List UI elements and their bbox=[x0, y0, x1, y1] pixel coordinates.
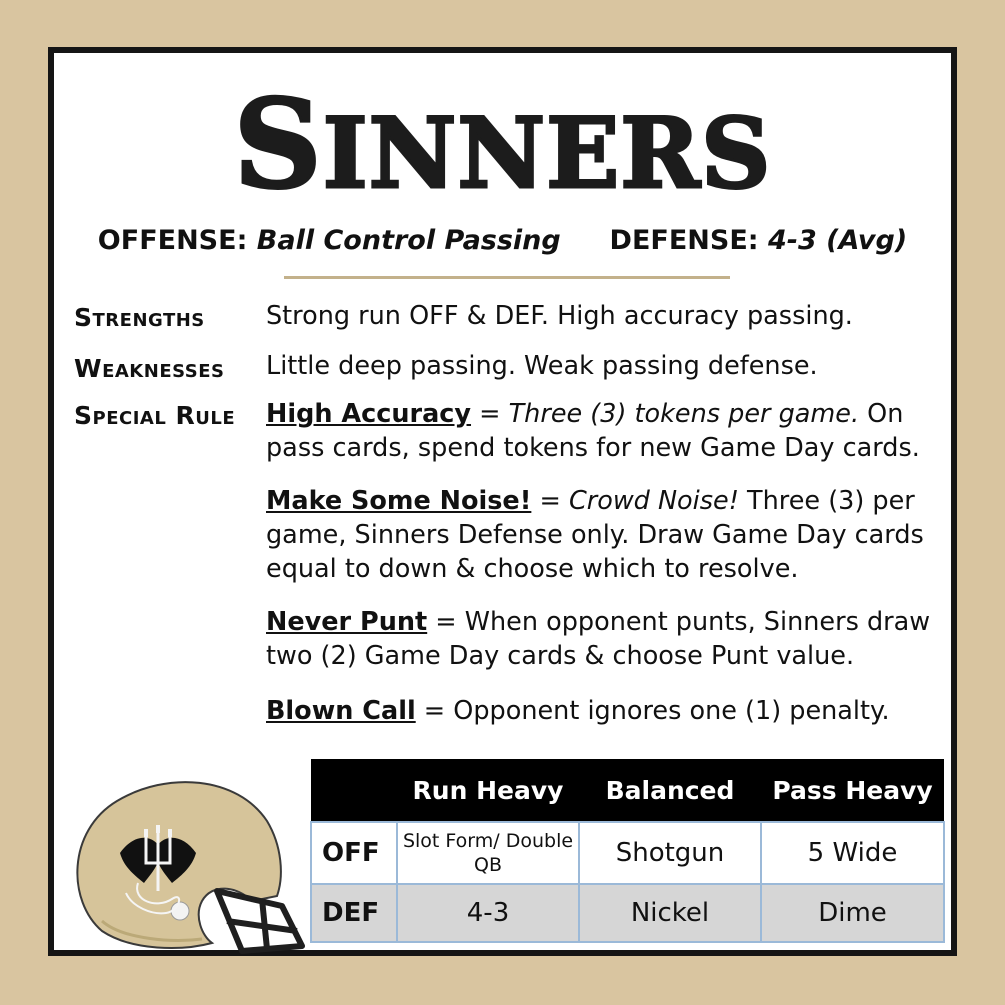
schemes-line bbox=[54, 225, 951, 256]
table-cell: Shotgun bbox=[579, 822, 761, 884]
header-cell: Balanced bbox=[579, 759, 761, 822]
rule-text: On pass cards, spend tokens for new Game Day cards. bbox=[266, 399, 920, 463]
rule-name: High Accuracy bbox=[266, 399, 472, 429]
rule-name: Make Some Noise! bbox=[266, 486, 532, 516]
table-cell: Dime bbox=[761, 884, 944, 942]
offense-value: Ball Control Passing bbox=[256, 225, 561, 256]
rule-text: When opponent punts, Sinners draw two (2) Game Day cards & choose Punt value. bbox=[266, 607, 931, 671]
team-name-rest: INNERS bbox=[322, 97, 772, 210]
table-cell: Slot Form/ Double QB bbox=[397, 822, 579, 884]
special-rule-label: Special Rule bbox=[74, 401, 236, 430]
rule-never-punt: Never Punt = When opponent punts, Sinners draw two (2) Game Day cards & choose Punt value. bbox=[266, 607, 931, 671]
team-name-initial: S bbox=[233, 72, 323, 216]
row-label: OFF bbox=[311, 822, 397, 884]
table-row bbox=[311, 884, 944, 942]
rule-high-accuracy: High Accuracy = Three (3) tokens per game. On pass cards, spend tokens for new Game Day cards. bbox=[266, 399, 920, 463]
row-label: DEF bbox=[311, 884, 397, 942]
rule-name: Blown Call bbox=[266, 696, 416, 726]
table-row bbox=[311, 822, 944, 884]
strengths-label: Strengths bbox=[74, 303, 205, 332]
header-cell bbox=[311, 759, 397, 822]
table-cell: Nickel bbox=[579, 884, 761, 942]
formations-table bbox=[310, 759, 945, 943]
header-cell: Pass Heavy bbox=[761, 759, 944, 822]
rule-text: Three (3) per game, Sinners Defense only. Draw Game Day cards equal to down & choose which to resolve. bbox=[266, 486, 924, 584]
football-helmet-icon bbox=[62, 771, 312, 961]
header-cell: Run Heavy bbox=[397, 759, 579, 822]
strengths-text: Strong run OFF & DEF. High accuracy passing. bbox=[266, 301, 853, 331]
rule-italic: Three (3) tokens per game. bbox=[508, 399, 860, 429]
offense-label: OFFENSE: bbox=[97, 225, 248, 256]
table-cell: 5 Wide bbox=[761, 822, 944, 884]
title-divider bbox=[284, 276, 730, 279]
table-cell: 4-3 bbox=[397, 884, 579, 942]
rule-make-some-noise: Make Some Noise! = Crowd Noise! Three (3) per game, Sinners Defense only. Draw Game Day cards equal to down & choose which to resolve. bbox=[266, 486, 924, 584]
rule-text: Opponent ignores one (1) penalty. bbox=[453, 696, 890, 726]
rule-name: Never Punt bbox=[266, 607, 428, 637]
team-card bbox=[48, 47, 957, 956]
weaknesses-text: Little deep passing. Weak passing defense. bbox=[266, 351, 818, 381]
rule-blown-call: Blown Call = Opponent ignores one (1) penalty. bbox=[266, 696, 890, 726]
team-name bbox=[54, 72, 951, 219]
weaknesses-label: Weaknesses bbox=[74, 354, 225, 383]
defense-label: DEFENSE: bbox=[609, 225, 759, 256]
table-header-row bbox=[311, 759, 944, 822]
defense-value: 4-3 (Avg) bbox=[767, 225, 908, 256]
rule-italic: Crowd Noise! bbox=[568, 486, 739, 516]
